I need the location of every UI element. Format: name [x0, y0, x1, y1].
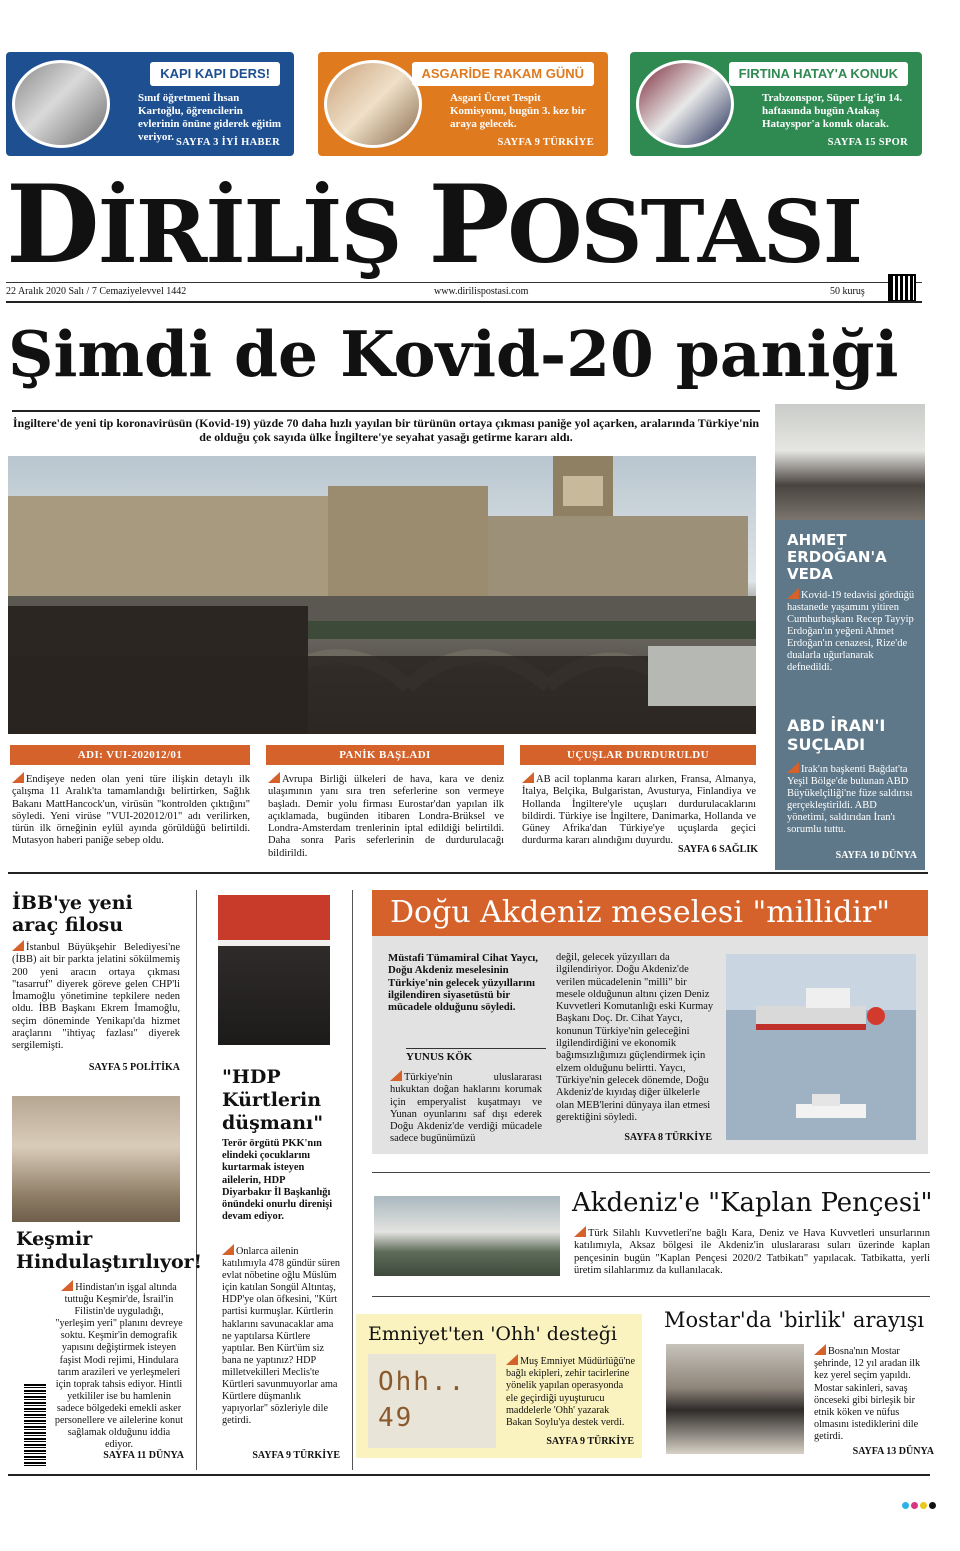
- promo-page-1: SAYFA 3 İYİ HABER: [176, 137, 280, 148]
- column-divider-1: [196, 890, 197, 1470]
- color-dots: [902, 1502, 938, 1510]
- lead-col1-text: Endişeye neden olan yeni türe ilişkin detaylı ilk çalışma 11 Aralık'ta tamamlandığı belirtirken, Sağlık Bakanı MattHancock'un, virüsün "kontrolden çıktığını" söyledi. Yeni virüse "VUI-202012/01" adı verilirken, türün ilk örneğinin eylül ayında görüldüğü belirtildi. Mutasyon haberi paniğe sebep oldu.: [12, 774, 250, 847]
- triangle-icon: [522, 772, 534, 783]
- triangle-icon: [222, 1244, 234, 1255]
- promo-label-1: KAPI KAPI DERS!: [150, 62, 280, 86]
- emniyet-box: [356, 1314, 642, 1458]
- kesmir-photo: [12, 1096, 180, 1222]
- kesmir-page-ref: SAYFA 11 DÜNYA: [103, 1450, 184, 1461]
- masthead-rule: [6, 282, 922, 283]
- emniyet-text: Muş Emniyet Müdürlüğü'ne bağlı ekipleri, zehir tacirlerine yönelik yapılan operasyonda ele geçirdiği uyuşturucu maddelerle 'Ohh' yazarak Bakan Soylu'ya destek verdi.: [506, 1356, 636, 1429]
- mostar-photo: [666, 1344, 804, 1454]
- kaplan-title: Akdeniz'e "Kaplan Pençesi": [572, 1188, 933, 1218]
- sidebar-page-ref: SAYFA 10 DÜNYA: [835, 850, 917, 861]
- main-photo-westminster: [8, 456, 756, 734]
- lead-col3-head: UÇUŞLAR DURDURULDU: [520, 745, 756, 765]
- hdp-text: Onlarca ailenin katılımıyla 478 gündür süren evlat nöbetine oğlu Müslüm için katılan Songül Altıntaş, HDP'ye olan öfkesini, "Kürt partisi kurmuşlar. Kürtlerin haklarını savunacaklar ama ne yaptılarsa Kürtlere yaptılar. Ben Kürt'üm siz bana ne yaptınız? HDP milletvekilleri Meclis'te Kürtleri savunmuyorlar ama Kürtlere düşmanlık yapıyorlar" sözleriyle dile getirdi.: [222, 1246, 340, 1427]
- dogu-ship-photo: [726, 954, 916, 1140]
- promo-page-2: SAYFA 9 TÜRKİYE: [497, 137, 594, 148]
- section-rule: [8, 872, 928, 874]
- promo-photo-1: [12, 60, 110, 148]
- promo-box-3[interactable]: [630, 52, 922, 156]
- lead-headline: Şimdi de Kovid-20 paniği: [8, 317, 899, 391]
- triangle-icon: [390, 1070, 402, 1081]
- dogu-text1: Türkiye'nin uluslararası hukuktan doğan haklarını korumak için emperyalist kuşatmayı ve Yunan oyunlarını saf dışı ederek Doğu Akdeniz'de verdiği mücadele sadece bugünümüzü: [390, 1072, 542, 1145]
- triangle-icon: [814, 1344, 826, 1355]
- emniyet-page-ref: SAYFA 9 TÜRKİYE: [546, 1436, 634, 1447]
- lead-page-ref: SAYFA 6 SAĞLIK: [677, 844, 758, 855]
- emniyet-photo: [368, 1354, 496, 1448]
- sidebar-story1-title: AHMET ERDOĞAN'A VEDA: [787, 531, 887, 583]
- triangle-icon: [787, 588, 799, 599]
- dogu-byline: YUNUS KÖK: [406, 1048, 546, 1063]
- lead-col1-head: ADI: VUI-202012/01: [10, 745, 250, 765]
- sidebar-story2-title: ABD İRAN'I SUÇLADI: [787, 716, 886, 754]
- sidebar-story2-text: Irak'ın başkenti Bağdat'ta Yeşil Bölge'de bulunan ABD Büyükelçiliği'ne füze saldırısı gerçekleştirildi. ABD yönetimi, saldırıdan İran'ı sorumlu tuttu.: [787, 764, 913, 835]
- dot-yellow: [920, 1502, 927, 1509]
- masthead-logo: DİRİLİŞ POSTASI: [6, 162, 861, 288]
- sidebar-story1-text: Kovid-19 tedavisi gördüğü hastanede yaşamını yitiren Cumhurbaşkanı Recep Tayyip Erdoğan'ın yeğeni Ahmet Erdoğan'ın cenazesi, Rize'de dualarla uğurlanarak defnedildi.: [787, 590, 915, 673]
- kaplan-bottom-rule: [372, 1296, 930, 1297]
- column-divider-2: [352, 890, 353, 1470]
- dogu-page-ref: SAYFA 8 TÜRKİYE: [624, 1132, 712, 1143]
- promo-label-2: ASGARİDE RAKAM GÜNÜ: [412, 62, 595, 86]
- promo-photo-2: [324, 60, 422, 148]
- mostar-text: Bosna'nın Mostar şehrinde, 12 yıl aradan ilk kez yerel seçim yapıldı. Mostar sakinleri, savaş önceseki gibi birleşik bir etnik köken ve nüfus olmasını istediklerini dile getirdi.: [814, 1346, 921, 1443]
- dogu-akdeniz-title: Doğu Akdeniz meselesi "millidir": [372, 890, 928, 936]
- lead-col2-head: PANİK BAŞLADI: [266, 745, 504, 765]
- triangle-icon: [574, 1226, 586, 1237]
- hdp-deck: Terör örgütü PKK'nın elindeki çocuklarını kurtarmak isteyen ailelerin, HDP Diyarbakır İl Başkanlığı önündeki onurlu direnişi devam ediyor.: [222, 1138, 333, 1223]
- barcode-icon: [24, 1384, 46, 1466]
- website-link[interactable]: www.dirilispostasi.com: [434, 286, 529, 297]
- kesmir-title: Keşmir Hindulaştırılıyor!: [16, 1228, 203, 1273]
- mostar-title: Mostar'da 'birlik' arayışı: [664, 1308, 925, 1332]
- lead-col2-text: Avrupa Birliği ülkeleri de hava, kara ve deniz ulaşımının yanı sıra tren seferlerine son vermeye başladı. Demir yolu firması Eurostar'dan yapılan ilk açıklamada, bugünden itibaren Londra-Brüksel ve Londra-Amsterdam trenlerinin iptal edildiği belirtildi. Daha sonra Paris seferlerinin de durdurulacağı bildirildi.: [268, 774, 504, 859]
- promo-text-3: Trabzonspor, Süper Lig'in 14. haftasında bugün Atakaş Hatayspor'a konuk olacak.: [762, 92, 903, 130]
- triangle-icon: [268, 772, 280, 783]
- promo-label-3: FIRTINA HATAY'A KONUK: [729, 62, 908, 86]
- lead-deck: İngiltere'de yeni tip koronavirüsün (Kovid-19) yüzde 70 daha hızlı yayılan bir türünün ortaya çıkması paniğe yol açarken, aralarında Türkiye'nin de olduğu çok sayıda ülke İngiltere'ye seyahat yasağı getirme kararı aldı.: [12, 410, 760, 444]
- ibb-text: İstanbul Büyükşehir Belediyesi'ne (İBB) ait bir parkta jelatini sökülmemiş 200 yeni aracın ortaya çıkması "tasarruf" diyerek göreve gelen CHP'li İmamoğlu yönetimine tepkilere neden oldu. İBB Başkanı Ekrem İmamoğlu, seçim döneminde Yenikapı'da hizmet araçlarını "ihtiyaç fazlası" diyerek sergilemişti.: [12, 942, 180, 1052]
- promo-box-2[interactable]: [318, 52, 608, 156]
- dogu-akdeniz-box: [372, 936, 928, 1154]
- kaplan-text: Türk Silahlı Kuvvetleri'ne bağlı Kara, Deniz ve Hava Kuvvetleri unsurlarının katılımıyla, Aksaz bölgesi ile Akdeniz'in uluslararası suları üzerinde kaplan pençesinin bugün "Kaplan Pençesi 2020/2 Tatbikatı" yapılacak. Tatbikatta, yerli üretim silahlarımız da kullanılacak.: [574, 1228, 930, 1276]
- promo-text-2: Asgari Ücret Tespit Komisyonu, bugün 3. kez bir araya gelecek.: [450, 92, 586, 130]
- date-line: 22 Aralık 2020 Salı / 7 Cemaziyelevvel 1442: [6, 286, 187, 297]
- hdp-title: "HDP Kürtlerin düşmanı": [222, 1066, 324, 1134]
- dogu-text2: değil, gelecek yüzyılları da ilgilendiriyor. Doğu Akdeniz'de verilen mücadelenin "milli" bir mesele olduğunun altını çizen Deniz Kuvvetleri Komutanlığı eski Kurmay Başkanı Doç. Dr. Cihat Yaycı, konunun Türkiye'nin geleceğini ilgilendirdiğini ve ekonomik bağımsızlığımızı güçlendirmek için elzem olduğunu belirtti. Yaycı, Türkiye'nin gelecek dönemde, Doğu Akdeniz'de kıyıdaş diğer ülkelerle olan MEB'lerini dünyaya ilan etmesi gerektiğini söyledi.: [556, 952, 714, 1123]
- dot-magenta: [911, 1502, 918, 1509]
- ibb-title: İBB'ye yeni araç filosu: [12, 892, 133, 936]
- triangle-icon: [12, 940, 24, 951]
- header-bottom-rule: [6, 301, 922, 303]
- dot-cyan: [902, 1502, 909, 1509]
- ohh-sign: Ohh.. 49: [378, 1367, 467, 1433]
- triangle-icon: [506, 1354, 518, 1365]
- kesmir-text: Hindistan'ın işgal altında tuttuğu Keşmir'de, İsrail'in Filistin'de uyguladığı, "yerleşim yeri" planını devreye soktu. Keşmir'in demografik yapısını değiştirmek isteyen faşist Modi rejimi, Hindulara tarım arazileri ve yerleşmeleri için toprak tahsis ediyor. Hintli yetkililer ise bu hamlenin sadece bölgedeki emekli asker personellere ve ailelerine konut sağlamak olduğunu iddia ediyor.: [54, 1282, 184, 1451]
- promo-photo-3: [636, 60, 734, 148]
- westminster-illustration: [8, 456, 756, 734]
- ibb-page-ref: SAYFA 5 POLİTİKA: [88, 1062, 180, 1073]
- triangle-icon: [12, 772, 24, 783]
- ship-illustration: [726, 954, 916, 1140]
- price: 50 kuruş: [830, 286, 865, 297]
- hdp-page-ref: SAYFA 9 TÜRKİYE: [252, 1450, 340, 1461]
- qr-code-icon: [888, 274, 916, 302]
- promo-text-1: Sınıf öğretmeni İhsan Kartoğlu, öğrencilerin evlerinin önüne giderek eğitim veriyor.: [138, 92, 282, 143]
- mostar-page-ref: SAYFA 13 DÜNYA: [852, 1446, 934, 1457]
- footer-rule: [8, 1474, 930, 1476]
- emniyet-title: Emniyet'ten 'Ohh' desteği: [368, 1323, 618, 1345]
- right-sidebar: [775, 404, 925, 870]
- kaplan-rule: [372, 1172, 930, 1173]
- triangle-icon: [61, 1280, 73, 1291]
- promo-box-1[interactable]: [6, 52, 294, 156]
- lead-col3-text: AB acil toplanma kararı alırken, Fransa, Almanya, İtalya, Belçika, Bulgaristan, Avusturya, Finlandiya ve Hollanda İngiltere'yle uçuşları durdurulacaklarını bildirdi. Türkiye ise İngiltere, Danimarka, Hollanda ve Güney Afrika'dan Türkiye'ye uçuşlarda geçici durdurma kararı alındığını duyurdu.: [522, 774, 756, 847]
- hdp-photo: [218, 895, 330, 1045]
- triangle-icon: [787, 762, 799, 773]
- sidebar-photo: [775, 404, 925, 520]
- kaplan-photo: [374, 1196, 560, 1276]
- dot-black: [929, 1502, 936, 1509]
- dogu-lede: Müstafi Tümamiral Cihat Yaycı, Doğu Akdeniz meselesinin Türkiye'nin gelecek yüzyıllarını ilgilendiren siyasetüstü bir mücadele olduğunu söyledi.: [388, 952, 538, 1014]
- promo-page-3: SAYFA 15 SPOR: [827, 137, 908, 148]
